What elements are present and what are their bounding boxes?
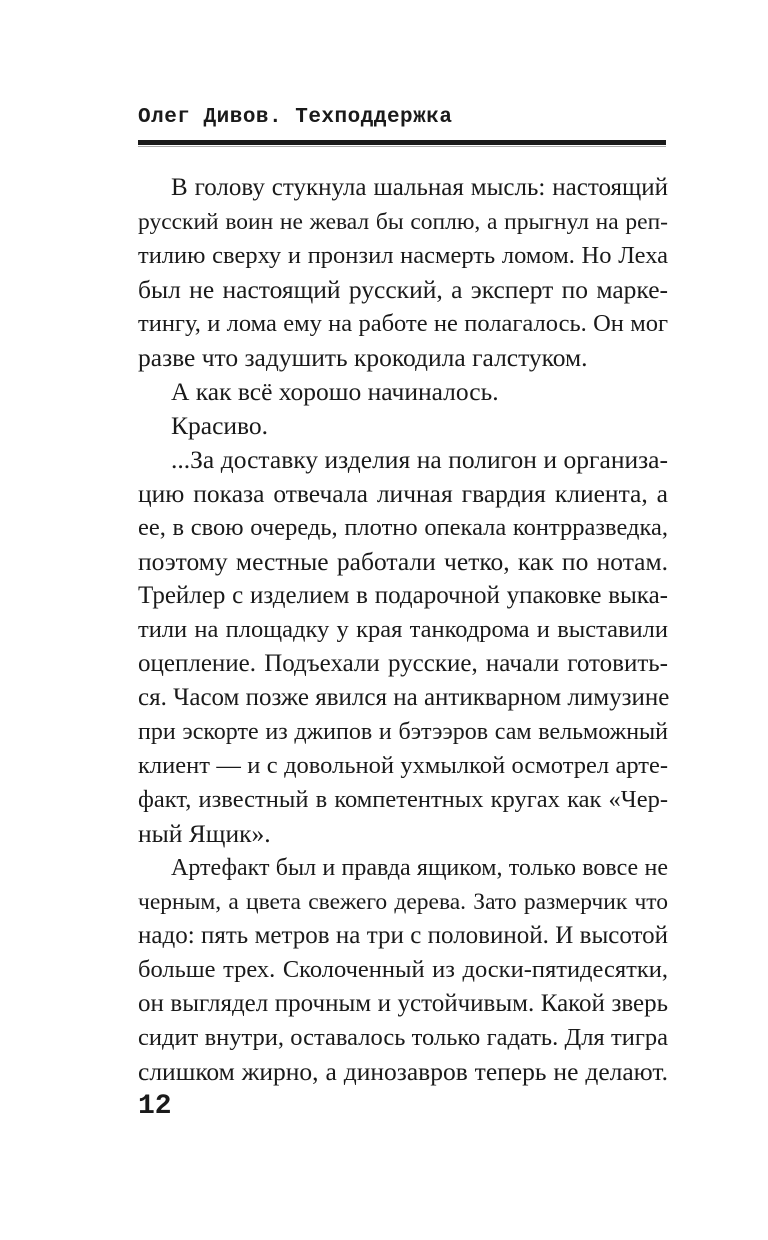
text-line: цию показа отвечала личная гвардия клиента, а — [138, 479, 668, 508]
paragraph — [138, 171, 668, 375]
text-line: ...За доставку изделия на полигон и организа- — [171, 445, 668, 474]
text-line: тили на площадку у края танкодрома и выставили — [138, 616, 668, 643]
text-line: ее, в свою очередь, плотно опекала контрразведка, — [138, 514, 668, 541]
text-line: Артефакт был и правда ящиком, только вовсе не — [171, 855, 668, 881]
paragraph — [138, 443, 668, 851]
body-text — [138, 171, 668, 1089]
running-head: Олег Дивов. Техподдержка — [138, 106, 453, 129]
paragraph — [138, 409, 668, 443]
text-line: русский воин не жевал бы соплю, а прыгнул на реп- — [138, 209, 668, 235]
text-line: сидит внутри, оставалось только гадать. Для тигра — [138, 1024, 668, 1051]
text-line: клиент — и с довольной ухмылкой осмотрел арте- — [138, 752, 668, 779]
text-line: при эскорте из джипов и бэтээров сам вельможный — [138, 719, 668, 745]
text-line: ся. Часом позже явился на антикварном лимузине — [138, 684, 670, 711]
text-line: факт, известный в компетентных кругах как «Чер- — [138, 786, 668, 813]
text-line: черным, а цвета свежего дерева. Зато размерчик что — [138, 889, 668, 915]
text-line: разве что задушить крокодила галстуком. — [138, 343, 588, 372]
text-line: поэтому местные работали четко, как по нотам. — [138, 547, 668, 576]
paragraph — [138, 375, 668, 409]
text-line: он выглядел прочным и устойчивым. Какой зверь — [138, 990, 668, 1017]
text-line: надо: пять метров на три с половиной. И высотой — [138, 922, 668, 949]
text-line: больше трех. Сколоченный из доски-пятидесятки, — [138, 956, 668, 983]
text-line: был не настоящий русский, а эксперт по марке- — [138, 275, 668, 304]
text-line: Красиво. — [171, 411, 269, 440]
page-number: 12 — [138, 1091, 172, 1122]
text-line: слишком жирно, а динозавров теперь не делают. — [138, 1057, 668, 1086]
header-rule — [138, 140, 666, 145]
text-line: тилию сверху и пронзил насмерть ломом. Но Леха — [138, 242, 668, 269]
text-line: Трейлер с изделием в подарочной упаковке выка- — [138, 582, 668, 609]
text-line: В голову стукнула шальная мысль: настоящий — [171, 174, 668, 201]
paragraph — [138, 851, 668, 1089]
text-line: А как всё хорошо начиналось. — [171, 377, 499, 406]
text-line: тингу, и лома ему на работе не полагалось. Он мог — [138, 310, 668, 337]
text-line: ный Ящик». — [138, 819, 271, 848]
text-line: оцепление. Подъехали русские, начали готовить- — [138, 650, 668, 677]
